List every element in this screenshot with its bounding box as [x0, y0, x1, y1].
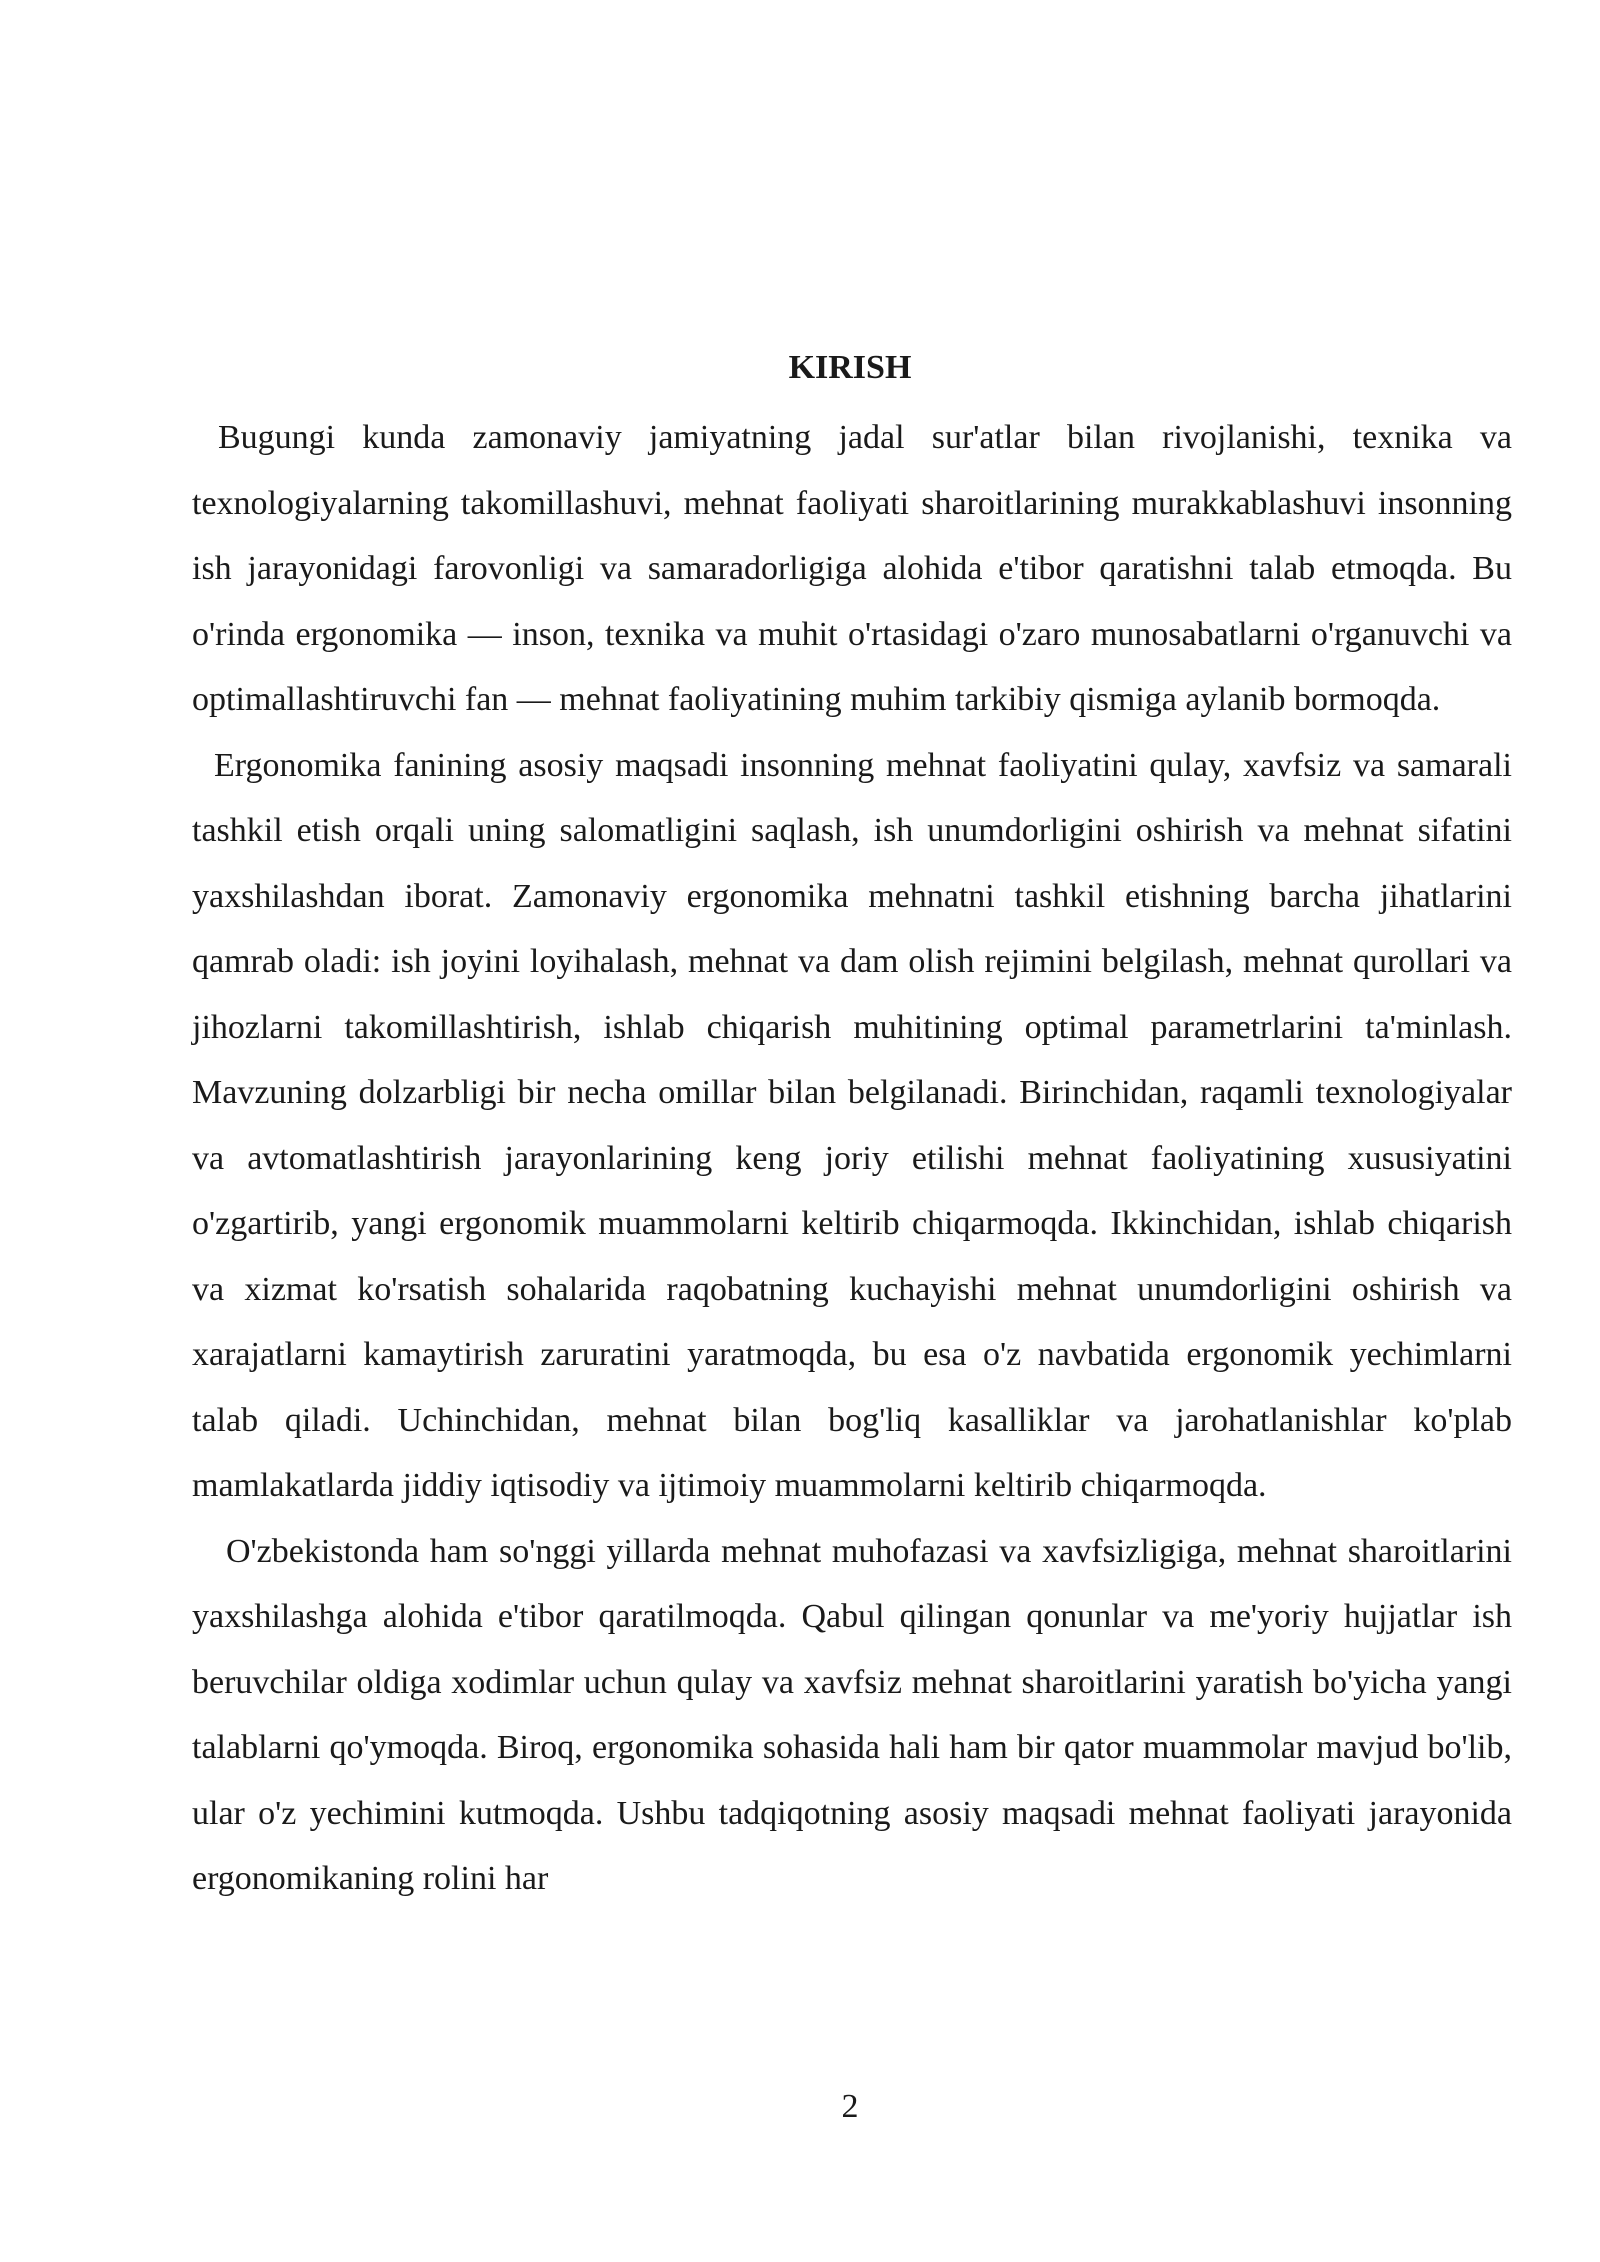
- paragraph-uzbekistan-context: O'zbekistonda ham so'nggi yillarda mehnat muhofazasi va xavfsizligiga, mehnat sharoitlarini yaxshilashga alohida e'tibor qaratilmoqda. Qabul qilingan qonunlar va me'yoriy hujjatlar ish beruvchilar oldiga xodimlar uchun qulay va xavfsiz mehnat sharoitlarini yaratish bo'yicha yangi talablarni qo'ymoqda. Biroq, ergonomika sohasida hali ham bir qator muammolar mavjud bo'lib, ular o'z yechimini kutmoqda. Ushbu tadqiqotning asosiy maqsadi mehnat faoliyati jarayonida ergonomikaning rolini har: [192, 1532, 1512, 1897]
- paragraph-introduction: Bugungi kunda zamonaviy jamiyatning jadal sur'atlar bilan rivojlanishi, texnika va texnologiyalarning takomillashuvi, mehnat faoliyati sharoitlarining murakkablashuvi insonning ish jarayonidagi farovonligi va samaradorligiga alohida e'tibor qaratishni talab etmoqda. Bu o'rinda ergonomika — inson, texnika va muhit o'rtasidagi o'zaro munosabatlarni o'rganuvchi va optimallashtiruvchi fan — mehnat faoliyatining muhim tarkibiy qismiga aylanib bormoqda.: [192, 419, 1512, 718]
- paragraph-goal-and-relevance: Ergonomika fanining asosiy maqsadi insonning mehnat faoliyatini qulay, xavfsiz va samarali tashkil etish orqali uning salomatligini saqlash, ish unumdorligini oshirish va mehnat sifatini yaxshilashdan iborat. Zamonaviy ergonomika mehnatni tashkil etishning barcha jihatlarini qamrab oladi: ish joyini loyihalash, mehnat va dam olish rejimini belgilash, mehnat qurollari va jihozlarni takomillashtirish, ishlab chiqarish muhitining optimal parametrlarini ta'minlash. Mavzuning dolzarbligi bir necha omillar bilan belgilanadi. Birinchidan, raqamli texnologiyalar va avtomatlashtirish jarayonlarining keng joriy etilishi mehnat faoliyatining xususiyatini o'zgartirib, yangi ergonomik muammolarni keltirib chiqarmoqda. Ikkinchidan, ishlab chiqarish va xizmat ko'rsatish sohalarida raqobatning kuchayishi mehnat unumdorligini oshirish va xarajatlarni kamaytirish zaruratini yaratmoqda, bu esa o'z navbatida ergonomik yechimlarni talab qiladi. Uchinchidan, mehnat bilan bog'liq kasalliklar va jarohatlanishlar ko'plab mamlakatlarda jiddiy iqtisodiy va ijtimoiy muammolarni keltirib chiqarmoqda.: [192, 746, 1512, 1504]
- page-number: 2: [841, 2088, 859, 2125]
- section-title: KIRISH: [788, 349, 912, 386]
- body-text: [192, 405, 1512, 1912]
